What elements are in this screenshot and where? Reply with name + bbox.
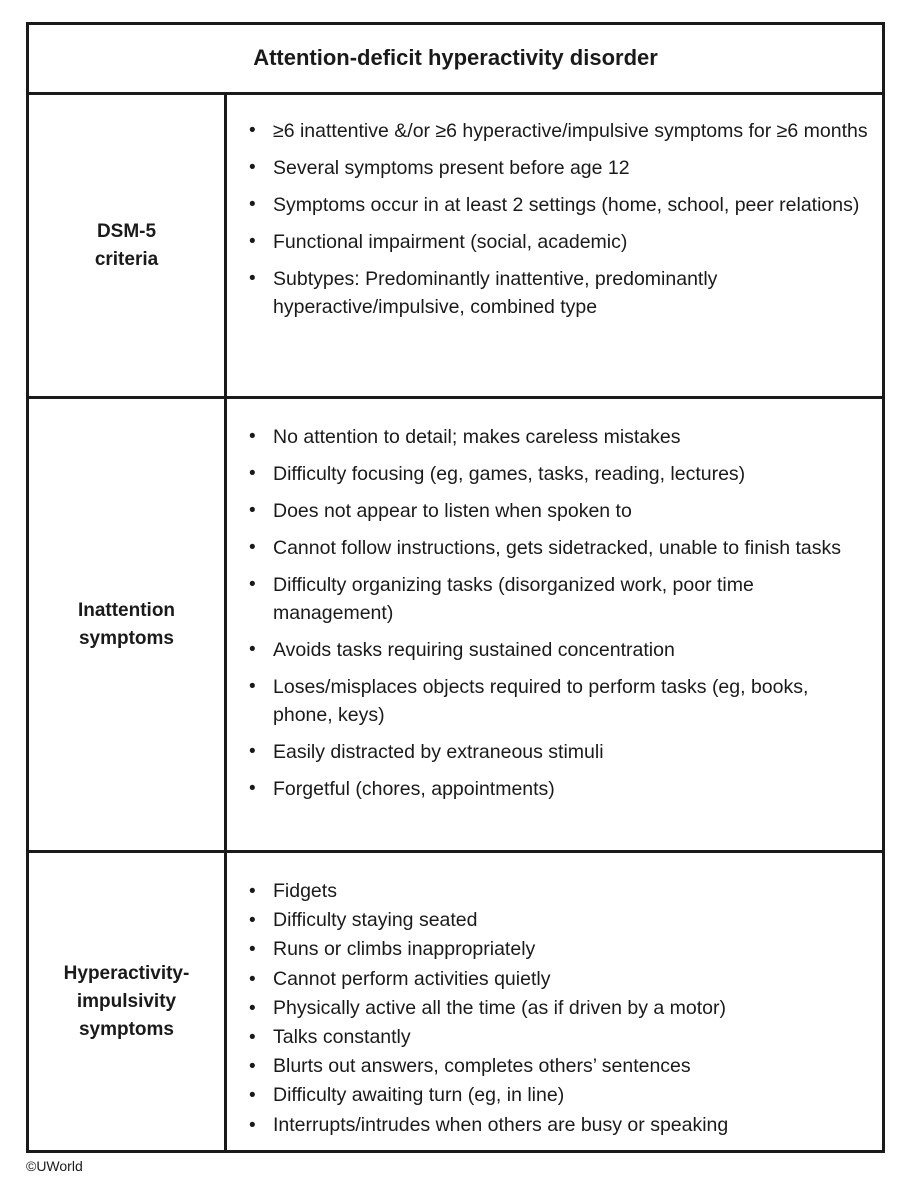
bullet-icon: • <box>249 881 256 902</box>
bullet-icon: • <box>249 676 256 697</box>
bullet-icon: • <box>249 157 256 178</box>
row-label: DSM-5 criteria <box>94 220 159 270</box>
hyperactivity-list <box>227 853 882 1140</box>
row-label: Inattention symptoms <box>77 599 176 649</box>
bullet-icon: • <box>249 1114 256 1136</box>
bullet-icon: • <box>249 426 256 447</box>
bullet-icon: • <box>249 939 256 961</box>
list-item: • Blurts out answers, completes others’ sentences <box>227 1052 882 1081</box>
bullet-icon: • <box>249 463 256 484</box>
row-label-cell <box>29 853 227 1150</box>
list-item: • Difficulty focusing (eg, games, tasks, reading, lectures) <box>227 460 882 488</box>
table-header <box>29 25 882 95</box>
bullet-icon: • <box>249 778 256 799</box>
list-item: • Difficulty awaiting turn (eg, in line) <box>227 1081 882 1110</box>
criteria-list <box>227 95 882 321</box>
bullet-icon: • <box>249 639 256 660</box>
list-item: • Runs or climbs inappropriately <box>227 935 882 964</box>
row-label: Hyperactivity- impulsivity symptoms <box>63 962 190 1040</box>
row-label-cell <box>29 95 227 396</box>
bullet-icon: • <box>249 231 256 252</box>
list-item: • Does not appear to listen when spoken to <box>227 497 882 525</box>
bullet-icon: • <box>249 1056 256 1078</box>
list-item: • Difficulty staying seated <box>227 906 882 935</box>
bullet-icon: • <box>249 741 256 762</box>
list-item: • Functional impairment (social, academic) <box>227 228 882 256</box>
list-item: • Forgetful (chores, appointments) <box>227 775 882 803</box>
row-label-cell <box>29 399 227 850</box>
list-item: • No attention to detail; makes careless mistakes <box>227 423 882 451</box>
table-title: Attention-deficit hyperactivity disorder <box>253 44 658 70</box>
row-content-cell <box>227 399 882 850</box>
row-content-cell <box>227 95 882 396</box>
list-item: • Cannot follow instructions, gets sidetracked, unable to finish tasks <box>227 534 882 562</box>
list-item: • Interrupts/intrudes when others are busy or speaking <box>227 1111 882 1140</box>
list-item: • Difficulty organizing tasks (disorganized work, poor time management) <box>227 571 882 627</box>
table-row-dsm5-criteria <box>29 95 882 399</box>
list-item: • Physically active all the time (as if driven by a motor) <box>227 994 882 1023</box>
list-item: • Subtypes: Predominantly inattentive, predominantly hyperactive/impulsive, combined type <box>227 265 882 321</box>
list-item: • Fidgets <box>227 877 882 906</box>
bullet-icon: • <box>249 537 256 558</box>
list-item: • Avoids tasks requiring sustained concentration <box>227 636 882 664</box>
table-row-inattention-symptoms <box>29 399 882 853</box>
bullet-icon: • <box>249 194 256 215</box>
bullet-icon: • <box>249 997 256 1019</box>
list-item: • Several symptoms present before age 12 <box>227 154 882 182</box>
list-item: • Loses/misplaces objects required to perform tasks (eg, books, phone, keys) <box>227 673 882 729</box>
bullet-icon: • <box>249 910 256 932</box>
table-row-hyperactivity-impulsivity-symptoms <box>29 853 882 1150</box>
bullet-icon: • <box>249 268 256 289</box>
adhd-table <box>26 22 885 1153</box>
bullet-icon: • <box>249 574 256 595</box>
bullet-icon: • <box>249 1085 256 1107</box>
list-item: • Talks constantly <box>227 1023 882 1052</box>
bullet-icon: • <box>249 968 256 990</box>
copyright-notice: ©UWorld <box>26 1158 83 1174</box>
inattention-list <box>227 399 882 803</box>
row-content-cell <box>227 853 882 1150</box>
list-item: • Cannot perform activities quietly <box>227 965 882 994</box>
list-item: • Symptoms occur in at least 2 settings (home, school, peer relations) <box>227 191 882 219</box>
bullet-icon: • <box>249 500 256 521</box>
bullet-icon: • <box>249 1027 256 1049</box>
list-item: • Easily distracted by extraneous stimuli <box>227 738 882 766</box>
list-item: • ≥6 inattentive &/or ≥6 hyperactive/impulsive symptoms for ≥6 months <box>227 117 882 145</box>
bullet-icon: • <box>249 120 256 141</box>
